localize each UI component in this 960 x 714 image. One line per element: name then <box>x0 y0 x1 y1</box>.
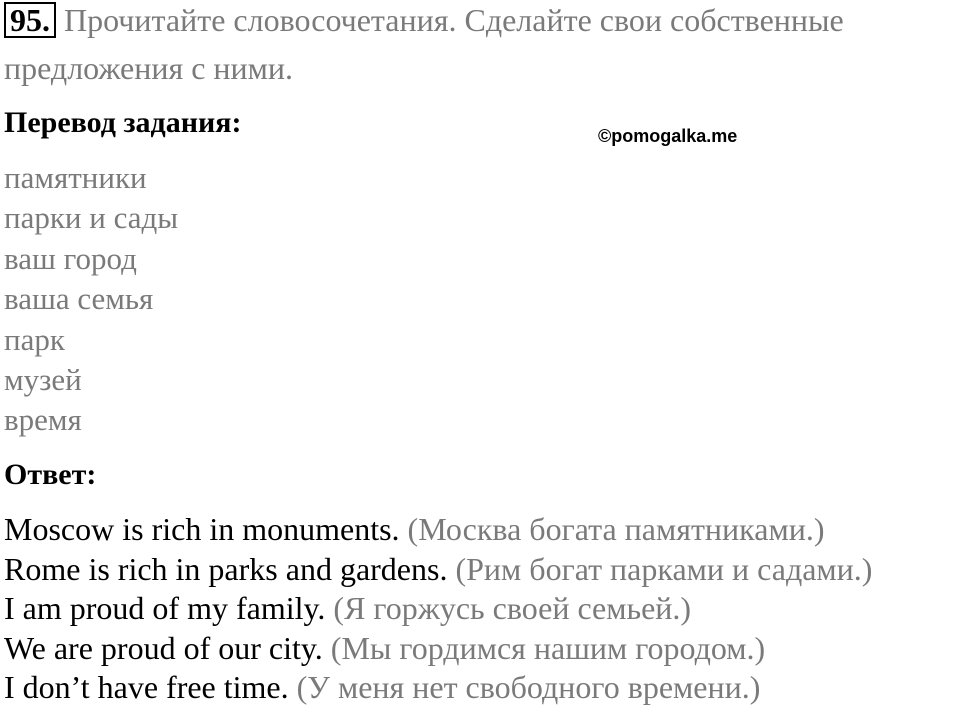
task-instruction <box>4 2 844 38</box>
answer-english: Rome is rich in parks and gardens. <box>4 550 448 587</box>
answer-russian: (Рим богат парками и садами.) <box>455 550 873 587</box>
phrase-item: парки и сады <box>4 200 179 236</box>
answer-list <box>4 510 872 708</box>
phrase-item: парк <box>4 321 65 357</box>
task-instruction-line-2: предложения с ними. <box>4 50 294 86</box>
answer-item <box>4 668 872 708</box>
answer-english: Moscow is rich in monuments. <box>4 511 400 547</box>
answer-item <box>4 589 872 629</box>
answer-english: I don’t have free time. <box>4 669 289 705</box>
answer-russian: (Я горжусь своей семьей.) <box>333 590 692 626</box>
answer-item <box>4 510 872 550</box>
phrase-item: ваша семья <box>4 281 154 317</box>
answer-item <box>4 629 872 669</box>
phrase-item: музей <box>4 362 82 398</box>
phrase-item: памятники <box>4 160 147 195</box>
phrase-item: время <box>4 402 82 438</box>
answer-item <box>4 550 872 590</box>
answer-english: We are proud of our city. <box>4 629 323 666</box>
answer-russian: (Москва богата памятниками.) <box>407 511 825 547</box>
task-instruction-line-1: Прочитайте словосочетания. Сделайте свои собственные <box>64 2 844 38</box>
answer-heading: Ответ: <box>4 458 97 491</box>
watermark: ©pomogalka.me <box>598 126 738 146</box>
answer-english: I am proud of my family. <box>4 590 326 626</box>
translation-heading: Перевод задания: <box>4 106 242 139</box>
answer-russian: (Мы гордимся нашим городом.) <box>330 629 766 666</box>
phrase-item: ваш город <box>4 240 137 276</box>
answer-russian: (У меня нет свободного времени.) <box>296 669 761 705</box>
task-number: 95. <box>4 2 56 38</box>
phrase-list <box>4 158 178 441</box>
